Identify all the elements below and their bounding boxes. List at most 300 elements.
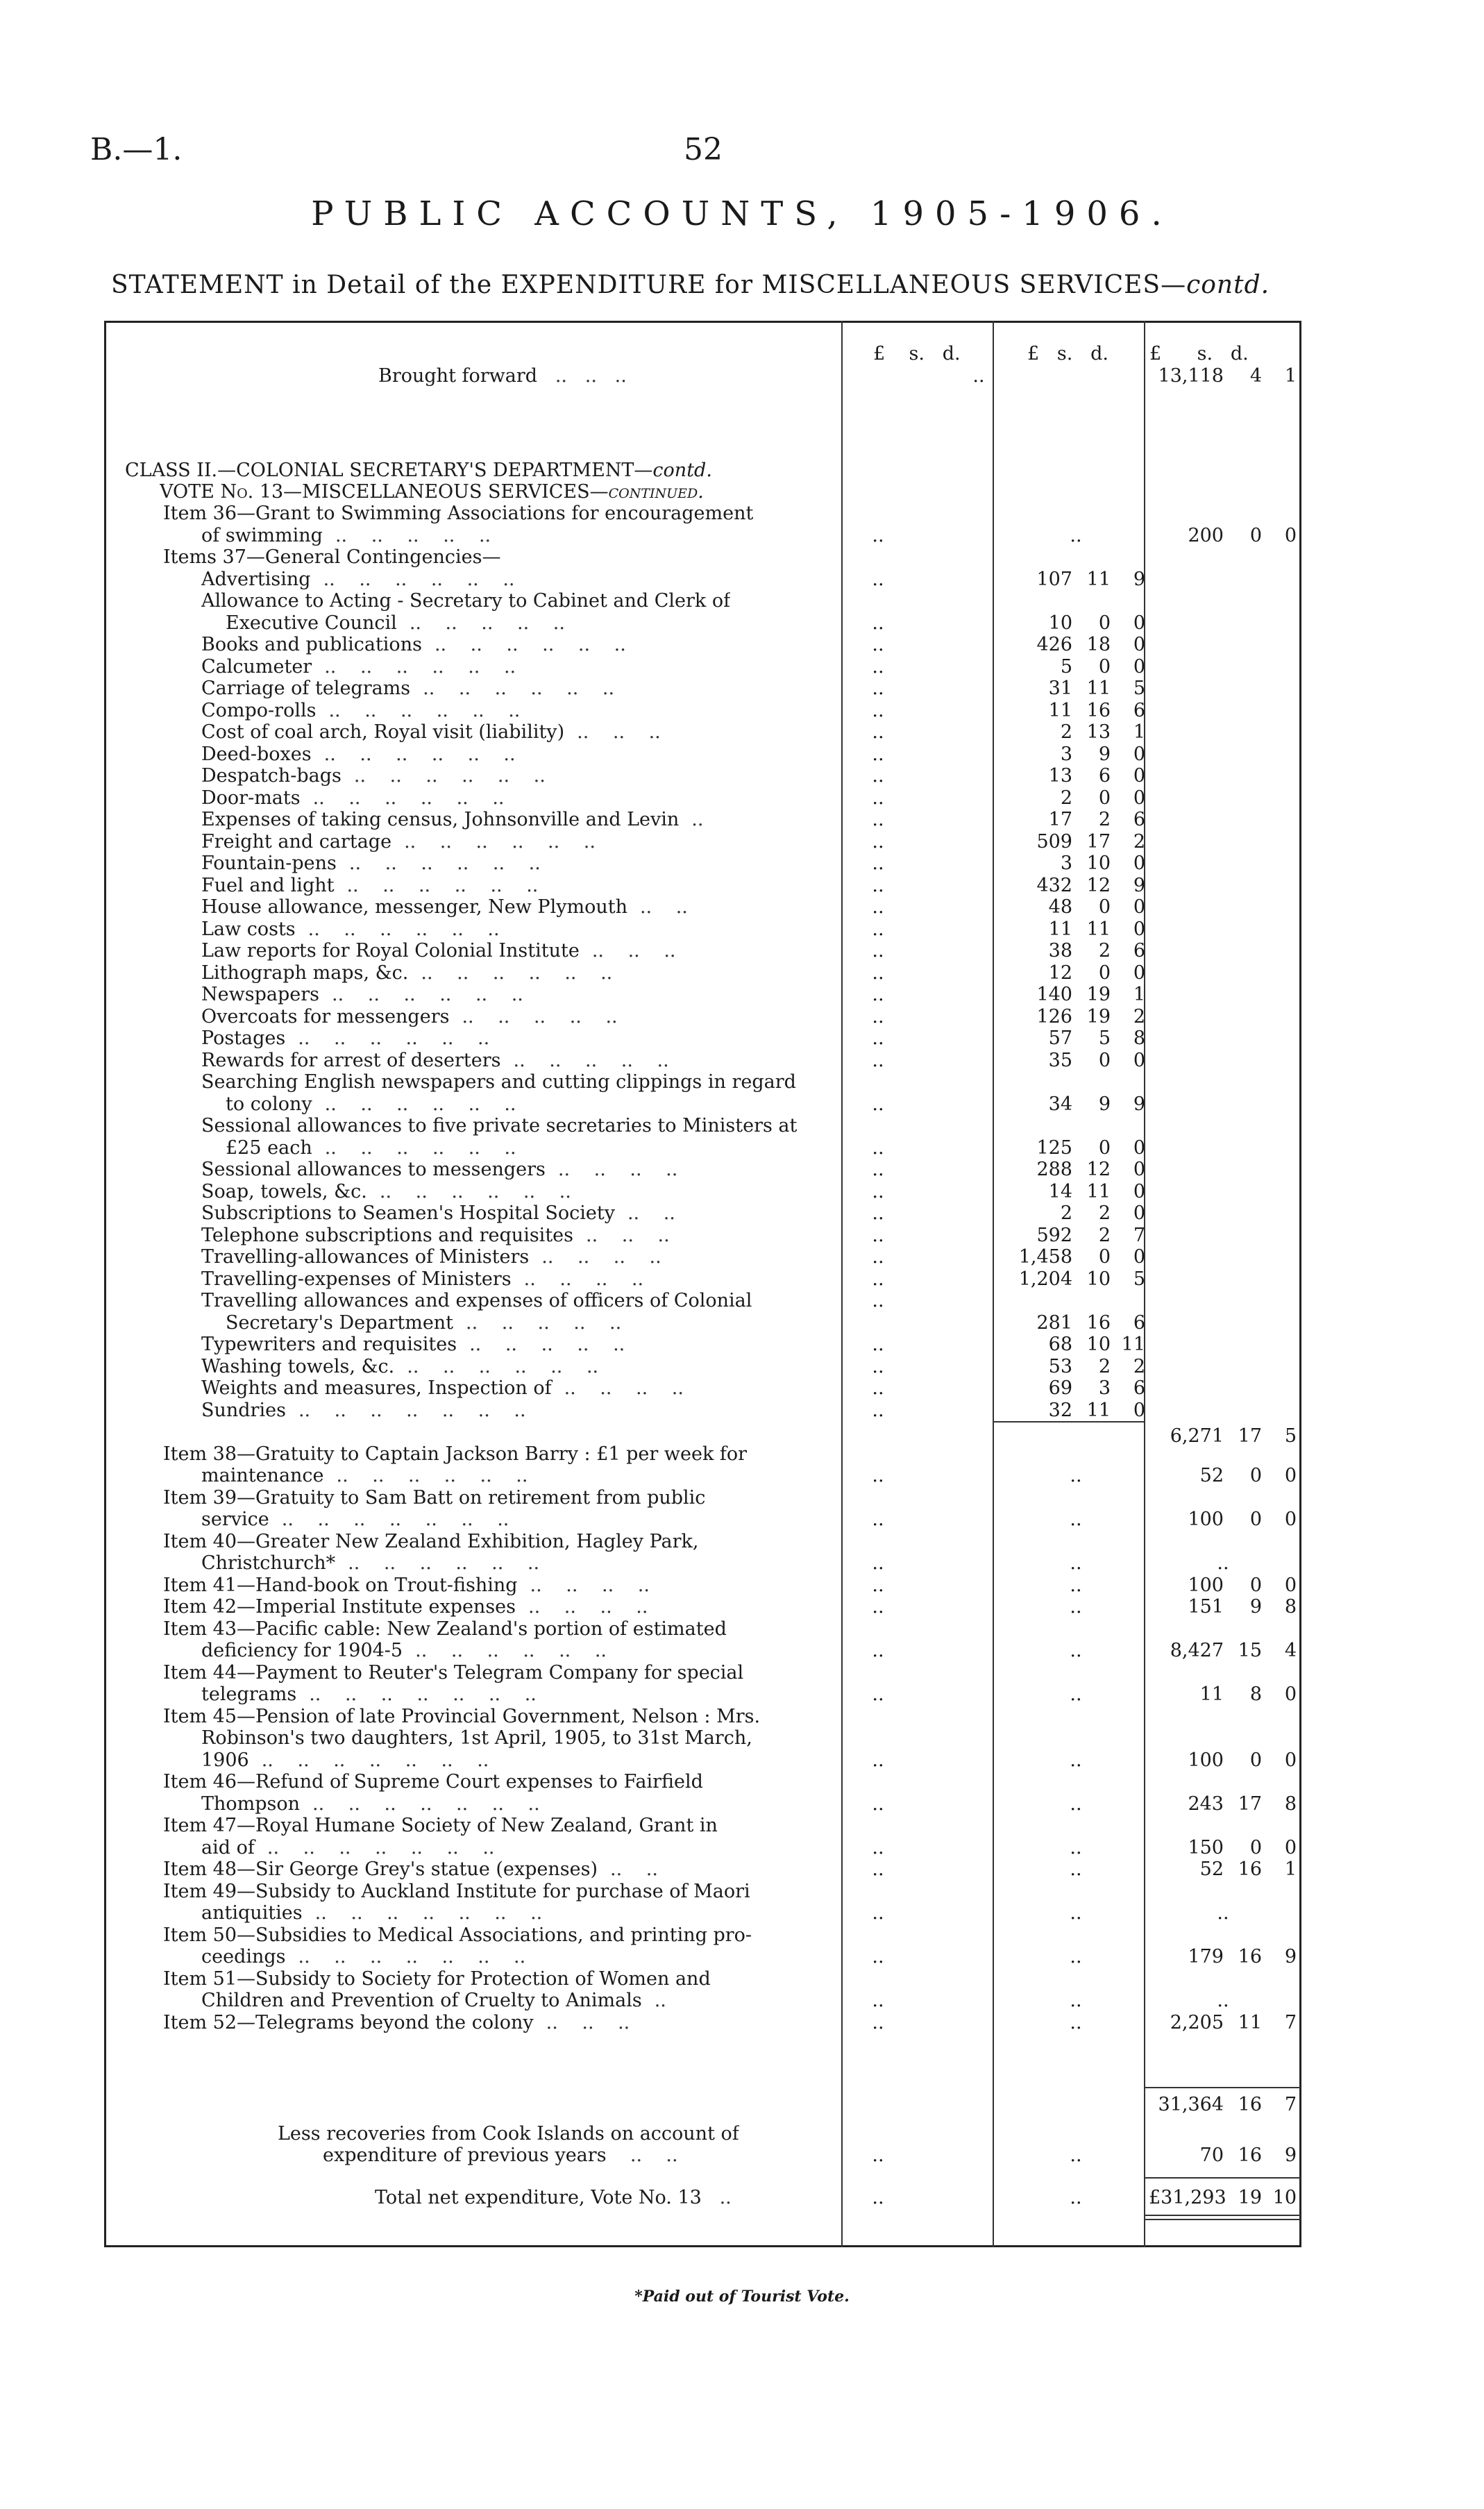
row-text: Executive Council <box>226 612 397 634</box>
table-row <box>104 1968 1301 1990</box>
leader-dots: .. .. .. .. .. .. <box>328 699 521 721</box>
table-row <box>104 1181 1301 1202</box>
row-label <box>163 1968 711 1990</box>
contingency-amount: 13 6 0 <box>1048 765 1145 787</box>
leader-dots: .. .. .. .. .. .. <box>312 787 505 809</box>
leader-dots: .. .. .. .. .. .. <box>336 1465 528 1486</box>
row-text: Item 41—Hand-book on Trout-fishing <box>163 1574 518 1596</box>
item-amount: 200 0 0 <box>1188 524 1297 546</box>
row-label <box>201 984 523 1005</box>
row-label <box>201 1640 607 1661</box>
row-text: Washing towels, &c. <box>201 1355 395 1377</box>
row-text: Carriage of telegrams <box>201 678 411 699</box>
contingency-amount: 2 0 0 <box>1060 787 1145 809</box>
row-label <box>163 1618 727 1640</box>
leader-dots: .. .. .. .. .. .. <box>307 918 500 940</box>
leader-dots: .. .. .. .. .. .. .. <box>267 1836 495 1858</box>
table-row <box>104 1662 1301 1684</box>
leader-dots: .. <box>872 1793 884 1815</box>
net-total-label: Total net expenditure, Vote No. 13 .. <box>375 2187 732 2208</box>
table-row <box>104 678 1301 699</box>
leader-dots: .. <box>872 678 884 699</box>
row-text: Door-mats <box>201 787 301 809</box>
row-text: Law reports for Royal Colonial Institute <box>201 940 580 962</box>
row-text: Expenses of taking census, Johnsonville and Levin <box>201 809 680 830</box>
row-label <box>201 1749 489 1771</box>
leader-dots: .. .. .. .. .. <box>466 1311 622 1334</box>
row-text: Item 48—Sir George Grey's statue (expenses) <box>163 1858 598 1880</box>
table-row <box>104 1312 1301 1334</box>
table-row <box>104 1202 1301 1224</box>
row-text: Item 49—Subsidy to Auckland Institute for purchase of Maori <box>163 1880 750 1902</box>
contingency-amount: 281 16 6 <box>1036 1311 1145 1334</box>
leader-dots: .. .. .. .. <box>530 1574 650 1596</box>
row-text: Weights and measures, Inspection of <box>201 1377 552 1399</box>
row-label <box>201 656 516 678</box>
contingency-amount: 68 10 11 <box>1048 1334 1145 1355</box>
brought-forward-row <box>104 365 1301 387</box>
net-total-rule-bottom-2 <box>1144 2219 1301 2220</box>
row-label <box>201 940 676 962</box>
item-amount: 6,271 17 5 <box>1170 1425 1297 1447</box>
leader-dots: .. <box>691 809 704 830</box>
contingency-amount: 53 2 2 <box>1048 1355 1145 1377</box>
leader-dots: .. .. .. .. .. .. <box>324 655 516 678</box>
row-text: Calcumeter <box>201 655 312 678</box>
table-row <box>104 896 1301 918</box>
row-label <box>201 1946 525 1967</box>
leader-dots: .. .. .. .. .. .. .. <box>309 1684 537 1705</box>
leader-dots: .. <box>872 2145 884 2166</box>
leader-dots: .. <box>872 1224 884 1246</box>
row-label <box>201 1071 796 1093</box>
row-label <box>163 1881 750 1902</box>
row-text: Deed-boxes <box>201 743 312 765</box>
table-row <box>104 1815 1301 1836</box>
leader-dots: .. <box>1070 1574 1082 1596</box>
row-text: Item 39—Gratuity to Sam Batt on retirement from public <box>163 1486 706 1509</box>
item-amount: 151 9 8 <box>1188 1596 1297 1618</box>
expenditure-table <box>104 321 1301 2247</box>
table-row <box>104 1465 1301 1486</box>
row-label <box>163 1443 747 1465</box>
row-label <box>201 918 500 940</box>
contingency-amount: 426 18 0 <box>1036 634 1145 655</box>
recoveries-label-2: expenditure of previous years .. .. <box>323 2145 678 2166</box>
table-row <box>104 1443 1301 1465</box>
row-text: Rewards for arrest of deserters <box>201 1049 501 1071</box>
leader-dots: .. .. .. .. .. .. <box>407 1355 599 1377</box>
contingency-amount: 2 13 1 <box>1060 721 1145 743</box>
leader-dots: .. <box>872 1509 884 1530</box>
table-row <box>104 1509 1301 1530</box>
leader-dots: .. <box>872 1946 884 1967</box>
item-amount: 100 0 0 <box>1188 1574 1297 1596</box>
leader-dots: .. <box>872 1399 884 1421</box>
leader-dots: .. <box>872 1159 884 1180</box>
leader-dots: .. <box>872 1749 884 1771</box>
row-label <box>201 1837 495 1858</box>
row-text: Item 52—Telegrams beyond the colony <box>163 2011 534 2033</box>
leader-dots: .. <box>872 1465 884 1486</box>
leader-dots: .. <box>1070 1640 1082 1661</box>
row-label <box>163 1596 648 1618</box>
leader-dots: .. <box>872 940 884 962</box>
leader-dots: .. <box>1217 1552 1229 1574</box>
row-label <box>201 1793 540 1815</box>
row-text: to colony <box>226 1093 312 1115</box>
class-heading <box>104 460 1301 481</box>
leader-dots: .. <box>1070 1990 1082 2011</box>
leader-dots: .. .. <box>639 896 688 918</box>
leader-dots: .. .. <box>627 1202 675 1224</box>
row-text: Sundries <box>201 1399 286 1421</box>
class-heading-contd: contd. <box>652 460 712 481</box>
contingency-amount: 3 9 0 <box>1060 743 1145 765</box>
leader-dots: .. <box>1070 2011 1082 2033</box>
row-text: Sessional allowances to five private secretaries to Ministers at <box>201 1115 798 1136</box>
row-label <box>201 1181 571 1202</box>
row-text: Soap, towels, &c. <box>201 1180 367 1202</box>
row-label <box>201 1356 598 1377</box>
leader-dots: .. <box>872 1902 884 1924</box>
table-row <box>104 1027 1301 1049</box>
row-label <box>201 1990 666 2011</box>
item-amount: 243 17 8 <box>1188 1793 1297 1815</box>
contingency-amount: 592 2 7 <box>1036 1224 1145 1246</box>
leader-dots: .. <box>1070 2187 1082 2208</box>
page-title: PUBLIC ACCOUNTS, 1905-1906. <box>311 194 1173 233</box>
row-label <box>226 1312 621 1334</box>
brought-forward-label: Brought forward .. .. .. <box>378 365 627 387</box>
table-row <box>104 984 1301 1005</box>
leader-dots: .. .. .. .. .. <box>513 1049 669 1071</box>
leader-dots: .. .. .. .. .. .. <box>423 678 615 699</box>
table-row <box>104 721 1301 743</box>
item-amount: 52 16 1 <box>1199 1858 1297 1880</box>
leader-dots: .. .. .. <box>546 2011 630 2033</box>
table-row <box>104 831 1301 853</box>
item-amount: 100 0 0 <box>1188 1749 1297 1771</box>
table-row <box>104 1727 1301 1749</box>
row-text: deficiency for 1904-5 <box>201 1640 403 1661</box>
row-text: Despatch-bags <box>201 765 342 787</box>
row-label <box>226 1093 516 1115</box>
row-label <box>201 1225 670 1246</box>
leader-dots: .. <box>872 655 884 678</box>
table-row <box>104 1400 1301 1421</box>
recoveries-row-1 <box>104 2123 1301 2145</box>
table-row <box>104 634 1301 655</box>
table-row <box>104 2012 1301 2033</box>
table-row <box>104 1552 1301 1574</box>
leader-dots: .. .. .. .. .. .. <box>348 853 541 874</box>
row-text: Newspapers <box>201 984 319 1005</box>
table-row <box>104 1771 1301 1793</box>
leader-dots: .. <box>1070 1858 1082 1880</box>
contingency-amount: 3 10 0 <box>1060 853 1145 874</box>
row-text: Item 38—Gratuity to Captain Jackson Barry : £1 per week for <box>163 1443 748 1465</box>
leader-dots: .. <box>1070 2145 1082 2166</box>
table-row <box>104 1290 1301 1311</box>
row-label <box>201 1006 618 1027</box>
leader-dots: .. <box>872 787 884 809</box>
table-row <box>104 1377 1301 1399</box>
leader-dots: .. <box>1070 1902 1082 1924</box>
leader-dots: .. .. .. .. .. .. .. <box>281 1509 509 1530</box>
row-label <box>163 1706 760 1727</box>
leader-dots: .. <box>972 365 985 387</box>
contingency-amount: 11 16 6 <box>1048 699 1145 721</box>
row-text: Item 47—Royal Humane Society of New Zealand, Grant in <box>163 1815 718 1836</box>
leader-dots: .. <box>1070 1552 1082 1574</box>
item-amount: 179 16 9 <box>1188 1946 1297 1967</box>
row-text: Item 45—Pension of late Provincial Government, Nelson : Mrs. <box>163 1705 761 1727</box>
vote-heading <box>104 481 1301 503</box>
row-text: service <box>201 1509 269 1530</box>
row-text: Travelling-expenses of Ministers <box>201 1268 512 1290</box>
leader-dots: .. <box>872 612 884 634</box>
leader-dots: .. .. .. .. .. .. <box>348 1552 540 1574</box>
leader-dots: .. .. .. .. .. .. .. <box>314 1902 543 1924</box>
row-label <box>163 1858 658 1880</box>
leader-dots: .. <box>1070 1836 1082 1858</box>
row-label <box>201 569 514 590</box>
leader-dots: .. .. .. .. .. .. <box>346 874 539 896</box>
leader-dots: .. .. .. .. .. <box>462 1005 618 1027</box>
table-row <box>104 1596 1301 1618</box>
row-label <box>201 1377 684 1399</box>
contingency-amount: 140 19 1 <box>1036 984 1145 1005</box>
leader-dots: .. <box>872 1334 884 1355</box>
row-label <box>163 1531 698 1552</box>
net-total-row <box>104 2187 1301 2208</box>
leader-dots: .. <box>872 2187 884 2208</box>
leader-dots: .. .. .. <box>591 940 676 962</box>
col2-currency-heading: £ s. d. <box>1027 343 1108 364</box>
row-text: Secretary's Department <box>226 1311 454 1334</box>
vote-heading-text: VOTE No. 13—MISCELLANEOUS SERVICES— <box>160 481 609 503</box>
item-amount: 52 0 0 <box>1199 1465 1297 1486</box>
row-label <box>163 1924 752 1946</box>
table-row <box>104 656 1301 678</box>
leader-dots: .. <box>872 1574 884 1596</box>
row-text: Travelling-allowances of Ministers <box>201 1246 530 1268</box>
leader-dots: .. <box>872 1552 884 1574</box>
leader-dots: .. .. .. .. .. .. <box>298 1027 490 1049</box>
leader-dots: .. <box>1070 1684 1082 1705</box>
table-row <box>104 809 1301 830</box>
row-text: antiquities <box>201 1902 303 1924</box>
row-label <box>201 1509 509 1530</box>
leader-dots: .. <box>872 962 884 984</box>
table-row <box>104 1006 1301 1027</box>
table-row <box>104 590 1301 612</box>
gross-total-rule <box>1144 2087 1301 2088</box>
contingency-amount: 288 12 0 <box>1036 1159 1145 1180</box>
table-row <box>104 1749 1301 1771</box>
table-row <box>104 918 1301 940</box>
recoveries-amount: 70 16 9 <box>1199 2145 1297 2166</box>
table-row <box>104 503 1301 524</box>
leader-dots: .. <box>872 634 884 655</box>
net-total-rule-bottom-1 <box>1144 2215 1301 2216</box>
row-text: Telephone subscriptions and requisites <box>201 1224 574 1246</box>
table-row <box>104 1946 1301 1967</box>
row-text: Sessional allowances to messengers <box>201 1159 546 1180</box>
leader-dots: .. .. .. .. <box>541 1246 661 1268</box>
row-label <box>201 1027 489 1049</box>
leader-dots: .. .. .. .. <box>564 1377 684 1399</box>
leader-dots: .. <box>1070 1793 1082 1815</box>
leader-dots: .. <box>872 1858 884 1880</box>
row-label <box>226 612 565 634</box>
leader-dots: .. .. .. .. .. .. <box>379 1180 571 1202</box>
row-text: Item 51—Subsidy to Society for Protection of Women and <box>163 1967 711 1990</box>
row-label <box>201 809 703 830</box>
leader-dots: .. <box>872 1268 884 1290</box>
gross-total-amount: 31,364 16 7 <box>1158 2094 1297 2115</box>
row-text: of swimming <box>201 524 323 546</box>
row-text: Books and publications <box>201 634 422 655</box>
gross-total-row <box>104 2094 1301 2115</box>
row-label <box>201 896 688 918</box>
row-label <box>201 875 538 896</box>
row-label <box>201 590 730 612</box>
row-label <box>201 1159 677 1180</box>
contingency-amount: 17 2 6 <box>1048 809 1145 830</box>
row-text: Item 43—Pacific cable: New Zealand's portion of estimated <box>163 1618 727 1640</box>
table-row <box>104 1487 1301 1509</box>
item-amount: 2,205 11 7 <box>1170 2011 1297 2033</box>
vote-heading-contd: continued. <box>608 481 704 503</box>
leader-dots: .. <box>872 1684 884 1705</box>
contingency-amount: 509 17 2 <box>1036 830 1145 853</box>
item-amount: 150 0 0 <box>1188 1836 1297 1858</box>
row-text: Item 36—Grant to Swimming Associations for encouragement <box>163 503 754 524</box>
row-label <box>163 2012 630 2033</box>
row-text: Thompson <box>201 1793 301 1815</box>
contingency-amount: 1,458 0 0 <box>1018 1246 1145 1268</box>
row-text: Children and Prevention of Cruelty to Animals <box>201 1990 642 2011</box>
leader-dots: .. <box>1070 1596 1082 1618</box>
contingency-amount: 69 3 6 <box>1048 1377 1145 1399</box>
table-row <box>104 765 1301 787</box>
contingency-amount: 48 0 0 <box>1048 896 1145 918</box>
net-total-amount: £31,293 19 10 <box>1149 2187 1297 2208</box>
row-text: Item 42—Imperial Institute expenses <box>163 1596 516 1618</box>
row-label <box>163 1575 650 1596</box>
leader-dots: .. <box>872 1377 884 1399</box>
table-row <box>104 853 1301 874</box>
leader-dots: .. <box>872 1246 884 1268</box>
leader-dots: .. .. .. .. .. <box>409 612 565 634</box>
row-text: Christchurch* <box>201 1552 336 1574</box>
subtitle-contd: contd. <box>1186 271 1270 299</box>
row-label <box>163 503 753 524</box>
leader-dots: .. <box>872 765 884 787</box>
leader-dots: .. <box>872 743 884 765</box>
row-text: aid of <box>201 1836 255 1858</box>
row-text: Travelling allowances and expenses of officers of Colonial <box>201 1290 752 1311</box>
row-label <box>201 1727 752 1749</box>
leader-dots: .. <box>1070 1749 1082 1771</box>
table-top-border <box>104 321 1301 323</box>
contingency-amount: 126 19 2 <box>1036 1005 1145 1027</box>
table-row <box>104 1706 1301 1727</box>
row-label <box>163 1771 703 1793</box>
row-label <box>201 1552 539 1574</box>
leader-dots: .. <box>654 1990 666 2011</box>
row-label <box>226 1137 516 1159</box>
row-label <box>201 721 661 743</box>
table-row <box>104 1334 1301 1355</box>
table-row <box>104 1159 1301 1180</box>
row-label <box>201 787 505 809</box>
table-row <box>104 525 1301 546</box>
row-text: maintenance <box>201 1465 324 1486</box>
leader-dots: .. .. .. .. .. .. <box>404 830 596 853</box>
row-text: Fuel and light <box>201 874 335 896</box>
class-heading-text: CLASS II.—COLONIAL SECRETARY'S DEPARTMENT— <box>125 460 653 481</box>
leader-dots: .. .. .. .. .. <box>335 524 491 546</box>
row-text: Allowance to Acting - Secretary to Cabinet and Clerk of <box>201 590 731 612</box>
table-row <box>104 546 1301 568</box>
contingency-amount: 432 12 9 <box>1036 874 1145 896</box>
leader-dots: .. .. <box>610 1858 658 1880</box>
contingency-amount: 38 2 6 <box>1048 940 1145 962</box>
leader-dots: .. .. .. .. .. .. <box>353 765 546 787</box>
leader-dots: .. <box>1217 1902 1229 1924</box>
leader-dots: .. .. .. .. .. .. .. <box>298 1399 526 1421</box>
item-amount: 11 8 0 <box>1199 1684 1297 1705</box>
leader-dots: .. <box>872 1049 884 1071</box>
table-bottom-border <box>104 2245 1301 2247</box>
leader-dots: .. .. .. <box>586 1224 670 1246</box>
row-text: Item 44—Payment to Reuter's Telegram Company for special <box>163 1661 744 1684</box>
table-row <box>104 1837 1301 1858</box>
row-label <box>201 700 520 721</box>
leader-dots: .. .. .. .. .. .. <box>324 1136 516 1159</box>
row-label <box>201 525 491 546</box>
row-label <box>201 1400 526 1421</box>
contingency-amount: 125 0 0 <box>1036 1136 1145 1159</box>
row-text: Subscriptions to Seamen's Hospital Society <box>201 1202 615 1224</box>
recoveries-row-2 <box>104 2145 1301 2166</box>
leader-dots: .. <box>872 984 884 1005</box>
col1-currency-heading: £ s. d. <box>873 343 961 364</box>
row-label <box>163 1815 718 1836</box>
row-text: Items 37—General Contingencies— <box>163 546 501 568</box>
leader-dots: .. <box>872 721 884 743</box>
table-row <box>104 1137 1301 1159</box>
leader-dots: .. <box>872 896 884 918</box>
page-number: 52 <box>684 132 723 167</box>
table-row <box>104 700 1301 721</box>
row-text: Law costs <box>201 918 296 940</box>
leader-dots: .. .. .. .. .. .. .. <box>312 1793 540 1815</box>
report-code: B.—1. <box>90 132 183 167</box>
row-label <box>163 1487 705 1509</box>
leader-dots: .. <box>872 699 884 721</box>
table-row <box>104 1640 1301 1661</box>
row-label <box>163 1662 743 1684</box>
table-row <box>104 875 1301 896</box>
row-label <box>201 744 516 765</box>
row-label <box>201 1290 752 1311</box>
leader-dots: .. <box>872 830 884 853</box>
table-row <box>104 1050 1301 1071</box>
